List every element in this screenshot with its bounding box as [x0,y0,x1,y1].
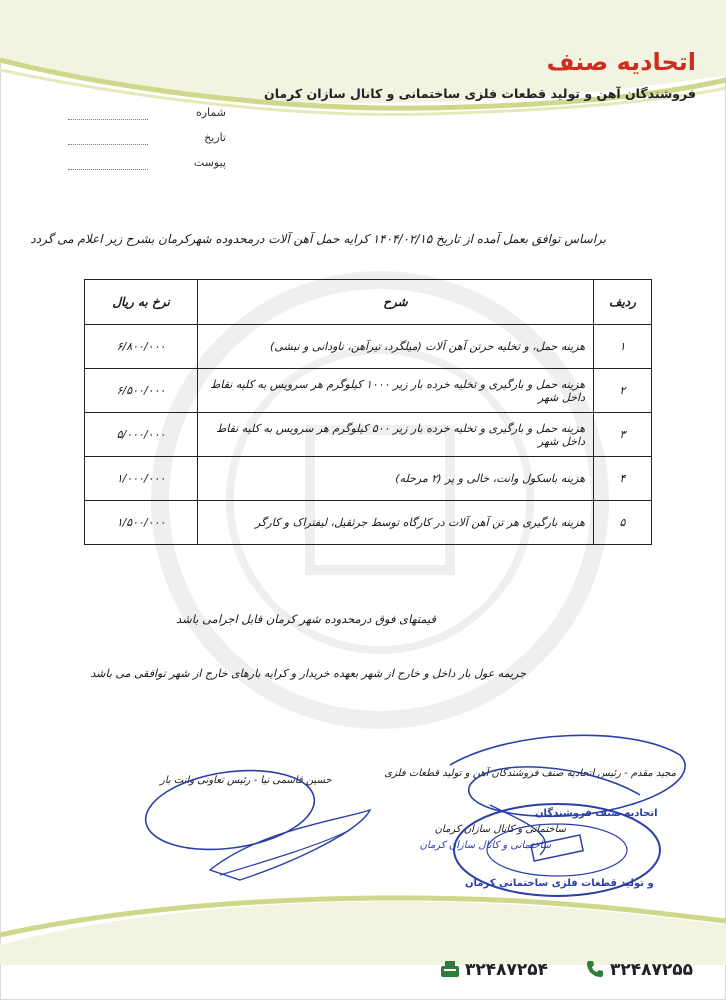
table-row [85,457,652,501]
union-subtitle: فروشندگان آهن و تولید قطعات فلزی ساختمانی و کانال سازان کرمان [264,86,696,101]
row-number: ۱ [594,325,652,369]
date-label: تاریخ [204,131,226,144]
row-description: هزینه حمل و بارگیری و تخلیه خرده بار زیر ۱۰۰۰ کیلوگرم هر سرویس به کلیه نقاط داخل شهر [198,369,594,413]
fax-icon [440,959,460,979]
row-description: هزینه بارگیری هر تن آهن آلات در کارگاه توسط جرثقیل، لیفتراک و کارگر [198,501,594,545]
row-number: ۲ [594,369,652,413]
date-line [68,143,148,145]
intro-text: براساس توافق بعمل آمده از تاریخ ۱۴۰۴/۰۲/۱۵ کرایه حمل آهن آلات درمحدوده شهرکرمان بشرح زیر اعلام می گردد [30,232,606,246]
table-row [85,369,652,413]
fax-number: ۳۲۴۸۷۲۵۴ [465,960,549,980]
date-field [136,131,226,144]
stamp-text-top: اتحادیه صنف فروشندگان [535,808,658,819]
stamp-text-middle: ساختمانی و کانال سازان کرمان [419,840,551,851]
note-validity: قیمتهای فوق درمحدوده شهر کرمان قابل اجرامی باشد [176,612,436,626]
attachment-line [68,168,148,170]
signature-union-head-line2: ساختمانی و کانال سازان کرمان [434,824,566,835]
header-row-number: ردیف [594,280,652,325]
table-row [85,501,652,545]
phone-icon [585,959,605,979]
number-label: شماره [195,106,226,119]
stamp-text-bottom: و تولید قطعات فلزی ساختمانی کرمان [465,878,654,889]
row-rate: ۶/۸۰۰/۰۰۰ [85,325,198,369]
table-header-row [85,280,652,325]
number-line [68,118,148,120]
union-title: اتحادیه صنف [546,48,696,76]
note-penalty: جریمه عول بار داخل و خارج از شهر بعهده خریدار و کرایه بارهای خارج از شهر توافقی می باشد [90,667,526,680]
attachment-label: پیوست [193,156,226,169]
row-rate: ۵/۰۰۰/۰۰۰ [85,413,198,457]
row-number: ۴ [594,457,652,501]
footer-wave-decoration [0,895,726,965]
row-rate: ۱/۰۰۰/۰۰۰ [85,457,198,501]
signature-van-coop-head: حسین قاسمی نیا - رئیس تعاونی وانت بار [160,775,332,786]
phone-number: ۳۲۴۸۷۲۵۵ [610,960,694,980]
row-description: هزینه حمل، و تخلیه حرتن آهن آلات (میلگرد، تیرآهن، ناودانی و نبشی) [198,325,594,369]
header-rate: نرخ به ریال [85,280,198,325]
signature-union-head: مجید مقدم - رئیس اتحادیه صنف فروشندگان آهن و تولید قطعات فلزی [384,768,676,779]
row-rate: ۶/۵۰۰/۰۰۰ [85,369,198,413]
row-number: ۵ [594,501,652,545]
table-row [85,325,652,369]
attachment-field [136,156,226,169]
header-description: شرح [198,280,594,325]
table-row [85,413,652,457]
row-rate: ۱/۵۰۰/۰۰۰ [85,501,198,545]
row-description: هزینه حمل و بارگیری و تخلیه خرده بار زیر ۵۰۰ کیلوگرم هر سرویس به کلیه نقاط داخل شهر [198,413,594,457]
number-field [136,106,226,119]
handwritten-signature-left [120,760,390,900]
rate-table [84,279,652,545]
row-description: هزینه باسکول وانت، خالی و پر (۲ مرحله) [198,457,594,501]
row-number: ۳ [594,413,652,457]
